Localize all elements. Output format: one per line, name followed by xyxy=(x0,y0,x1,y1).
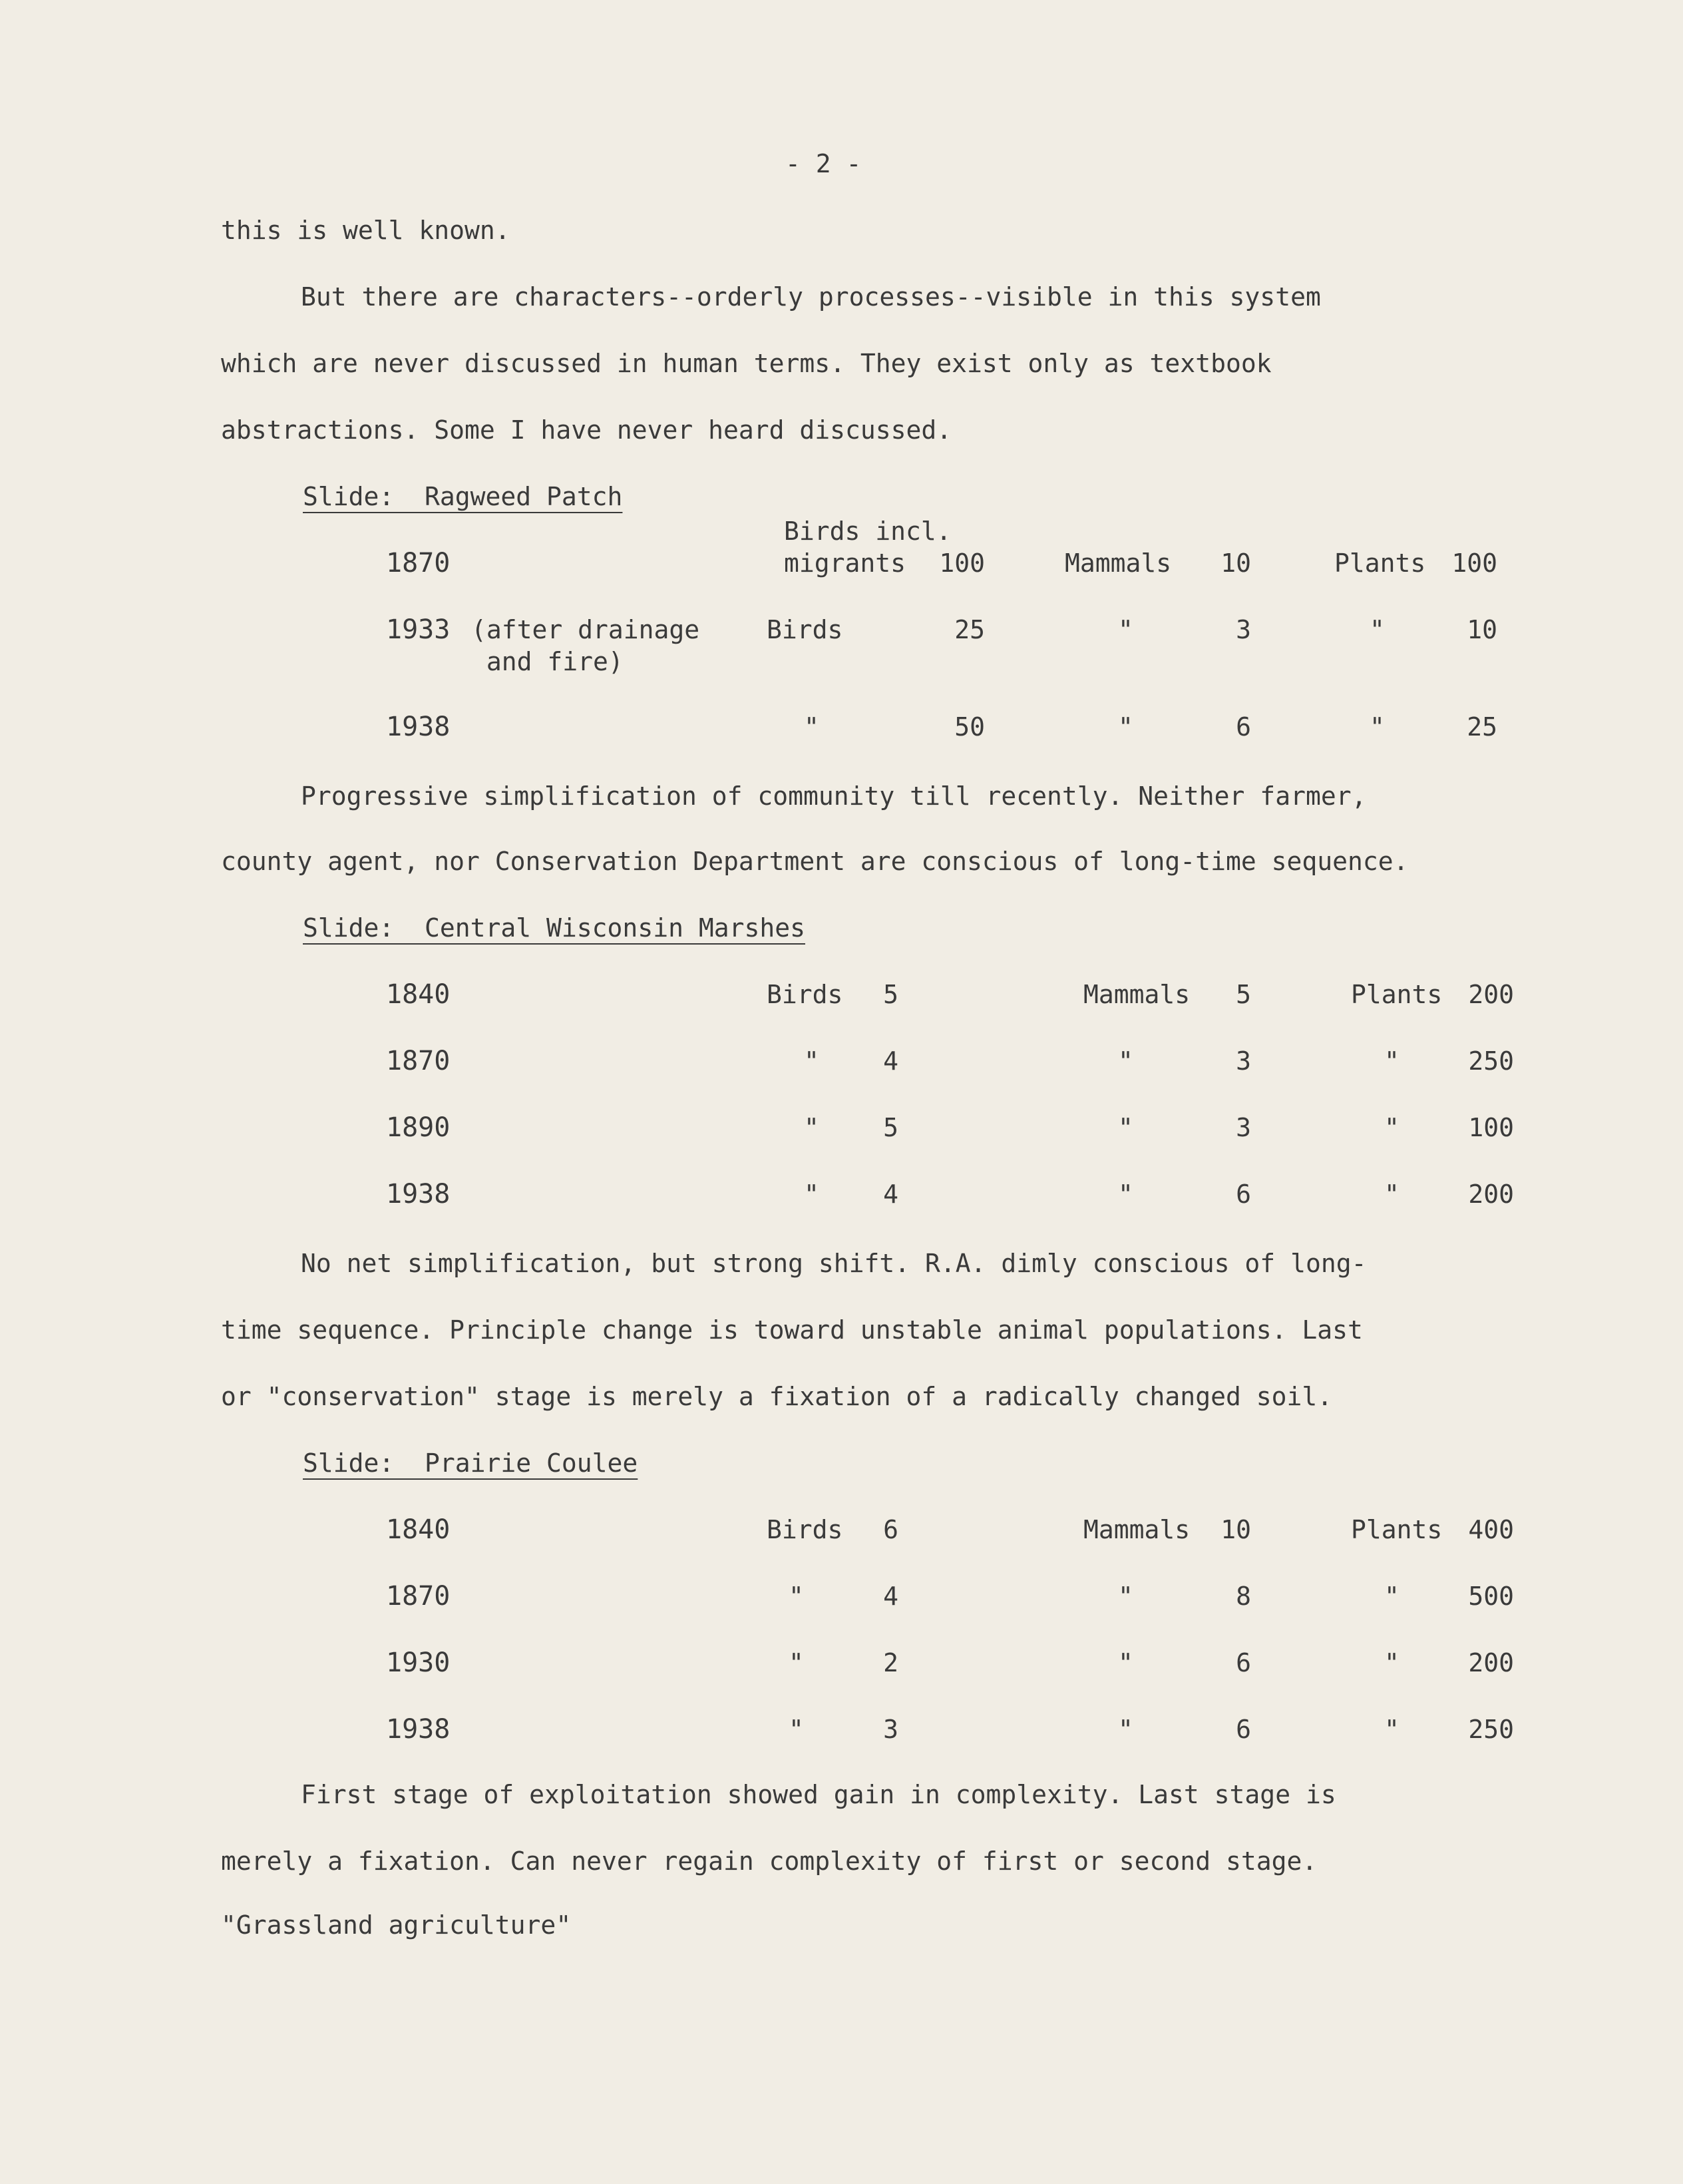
slide-title-ragweed-patch: Slide: Ragweed Patch xyxy=(303,482,623,511)
mammals-value: 3 xyxy=(1236,1046,1251,1076)
plants-value: 200 xyxy=(1468,980,1514,1009)
table-year: 1870 xyxy=(386,548,451,578)
plants-label: Plants xyxy=(1351,1515,1443,1544)
mammals-label: " xyxy=(1118,1046,1133,1076)
birds-value: 100 xyxy=(939,548,985,578)
table-year: 1938 xyxy=(386,1714,451,1745)
plants-label: Plants xyxy=(1334,548,1426,578)
plants-label: " xyxy=(1384,1648,1400,1677)
slide-title-central-wisconsin-marshes: Slide: Central Wisconsin Marshes xyxy=(303,913,805,943)
table-year: 1933 xyxy=(386,614,451,645)
mammals-label: Mammals xyxy=(1083,980,1191,1009)
plants-label: " xyxy=(1384,1113,1400,1142)
plants-value: 25 xyxy=(1467,712,1497,742)
birds-value: 25 xyxy=(954,615,985,644)
plants-label: " xyxy=(1370,615,1385,644)
table-year: 1890 xyxy=(386,1112,451,1143)
paragraph-line: merely a fixation. Can never regain complexity of first or second stage. xyxy=(221,1847,1318,1876)
plants-value: 200 xyxy=(1468,1648,1514,1677)
birds-value: 2 xyxy=(883,1648,898,1677)
page-number: - 2 - xyxy=(785,149,862,178)
birds-value: 3 xyxy=(883,1715,898,1744)
paragraph-line: Progressive simplification of community till recently. Neither farmer, xyxy=(301,781,1367,811)
table-note: (after drainage and fire) xyxy=(471,615,700,676)
plants-label: " xyxy=(1384,1582,1400,1611)
plants-value: 200 xyxy=(1468,1180,1514,1209)
birds-label: Birds xyxy=(767,1515,843,1544)
plants-value: 500 xyxy=(1468,1582,1514,1611)
plants-label: " xyxy=(1384,1046,1400,1076)
birds-value: 4 xyxy=(883,1046,898,1076)
mammals-label: " xyxy=(1118,1113,1133,1142)
paragraph-line: or "conservation" stage is merely a fixation of a radically changed soil. xyxy=(221,1382,1333,1411)
paragraph-line: "Grassland agriculture" xyxy=(221,1910,572,1940)
mammals-label: " xyxy=(1118,712,1133,742)
birds-label: " xyxy=(804,1180,819,1209)
plants-label: " xyxy=(1384,1180,1400,1209)
plants-value: 100 xyxy=(1468,1113,1514,1142)
slide-title-prairie-coulee: Slide: Prairie Coulee xyxy=(303,1448,638,1478)
birds-value: 50 xyxy=(954,712,985,742)
mammals-label: Mammals xyxy=(1065,548,1172,578)
table-year: 1840 xyxy=(386,979,451,1010)
birds-label: Birds xyxy=(767,980,843,1009)
mammals-value: 8 xyxy=(1236,1582,1251,1611)
table-year: 1930 xyxy=(386,1647,451,1678)
plants-value: 250 xyxy=(1468,1046,1514,1076)
mammals-value: 3 xyxy=(1236,1113,1251,1142)
birds-value: 4 xyxy=(883,1180,898,1209)
birds-label: Birds xyxy=(767,615,843,644)
mammals-value: 10 xyxy=(1220,548,1251,578)
paragraph-line: county agent, nor Conservation Department are conscious of long-time sequence. xyxy=(221,847,1409,876)
table-year: 1938 xyxy=(386,712,451,742)
mammals-value: 10 xyxy=(1220,1515,1251,1544)
plants-value: 400 xyxy=(1468,1515,1514,1544)
birds-label: Birds incl. migrants xyxy=(784,517,952,578)
plants-label: " xyxy=(1370,712,1385,742)
birds-label: " xyxy=(804,1113,819,1142)
paragraph-line: No net simplification, but strong shift. R.A. dimly conscious of long- xyxy=(301,1249,1367,1278)
birds-label: " xyxy=(789,1648,804,1677)
birds-label: " xyxy=(789,1715,804,1744)
table-year: 1840 xyxy=(386,1514,451,1545)
birds-value: 4 xyxy=(883,1582,898,1611)
birds-value: 6 xyxy=(883,1515,898,1544)
birds-label: " xyxy=(804,712,819,742)
table-year: 1870 xyxy=(386,1046,451,1076)
birds-value: 5 xyxy=(883,980,898,1009)
mammals-label: " xyxy=(1118,1715,1133,1744)
mammals-label: " xyxy=(1118,1180,1133,1209)
mammals-value: 6 xyxy=(1236,1180,1251,1209)
plants-label: Plants xyxy=(1351,980,1443,1009)
birds-label: " xyxy=(804,1046,819,1076)
paragraph-line: time sequence. Principle change is toward unstable animal populations. Last xyxy=(221,1315,1363,1345)
plants-value: 250 xyxy=(1468,1715,1514,1744)
mammals-label: Mammals xyxy=(1083,1515,1191,1544)
paragraph-line: abstractions. Some I have never heard discussed. xyxy=(221,415,952,445)
birds-label: " xyxy=(789,1582,804,1611)
paragraph-line: which are never discussed in human terms. They exist only as textbook xyxy=(221,349,1272,378)
mammals-value: 6 xyxy=(1236,1648,1251,1677)
table-year: 1870 xyxy=(386,1581,451,1612)
plants-value: 100 xyxy=(1451,548,1497,578)
mammals-label: " xyxy=(1118,1582,1133,1611)
table-year: 1938 xyxy=(386,1179,451,1209)
mammals-label: " xyxy=(1118,615,1133,644)
plants-label: " xyxy=(1384,1715,1400,1744)
mammals-value: 5 xyxy=(1236,980,1251,1009)
mammals-value: 6 xyxy=(1236,712,1251,742)
paragraph-line: this is well known. xyxy=(221,216,510,245)
birds-value: 5 xyxy=(883,1113,898,1142)
paragraph-line: First stage of exploitation showed gain in complexity. Last stage is xyxy=(301,1780,1336,1809)
mammals-value: 3 xyxy=(1236,615,1251,644)
mammals-value: 6 xyxy=(1236,1715,1251,1744)
mammals-label: " xyxy=(1118,1648,1133,1677)
plants-value: 10 xyxy=(1467,615,1497,644)
paragraph-line: But there are characters--orderly processes--visible in this system xyxy=(301,282,1321,312)
